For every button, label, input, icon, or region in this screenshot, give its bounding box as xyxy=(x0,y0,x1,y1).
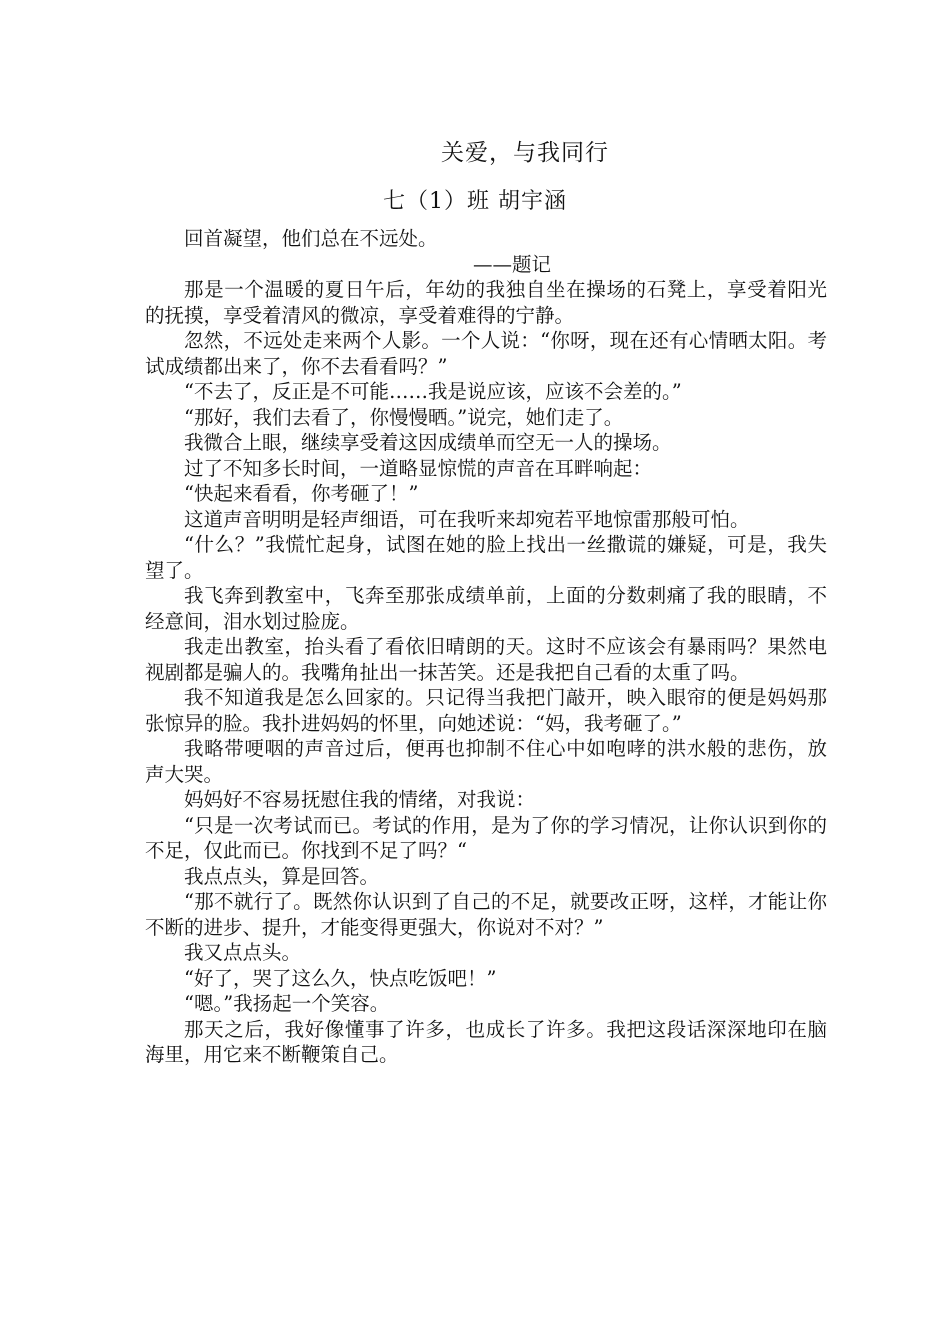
paragraph: “不去了，反正是不可能……我是说应该，应该不会差的。” xyxy=(184,380,682,403)
paragraph: “嗯。”我扬起一个笑容。 xyxy=(184,992,390,1015)
paragraph: 我不知道我是怎么回家的。只记得当我把门敲开，映入眼帘的便是妈妈那张惊异的脸。我扑进妈妈的怀里，向她述说：“妈，我考砸了。” xyxy=(145,686,827,735)
paragraph: 这道声音明明是轻声细语，可在我听来却宛若平地惊雷那般可怕。 xyxy=(184,507,750,531)
paragraph: 我走出教室，抬头看了看依旧晴朗的天。这时不应该会有暴雨吗？果然电视剧都是骗人的。我嘴角扯出一抹苦笑。还是我把自己看的太重了吗。 xyxy=(145,635,827,684)
epigraph-attribution: ——题记 xyxy=(473,252,552,276)
paragraph: “那好，我们去看了，你慢慢晒。”说完，她们走了。 xyxy=(184,405,624,429)
author-byline: 七（1）班 胡宇涵 xyxy=(383,189,567,214)
paragraph: 回首凝望，他们总在不远处。 xyxy=(184,227,438,250)
paragraph: “什么？”我慌忙起身，试图在她的脸上找出一丝撒谎的嫌疑，可是，我失望了。 xyxy=(145,533,827,582)
paragraph: 我略带哽咽的声音过后，便再也抑制不住心中如咆哮的洪水般的悲伤，放声大哭。 xyxy=(145,737,827,786)
paragraph: “那不就行了。既然你认识到了自己的不足，就要改正呀，这样，才能让你不断的进步、提升，才能变得更强大，你说对不对？” xyxy=(145,890,827,939)
paragraph: “快起来看看，你考砸了！” xyxy=(184,482,419,505)
paragraph: “只是一次考试而已。考试的作用，是为了你的学习情况，让你认识到你的不足，仅此而已。你找到不足了吗？“ xyxy=(145,813,827,862)
paragraph: 妈妈好不容易抚慰住我的情绪，对我说： xyxy=(184,788,536,811)
paragraph: 忽然，不远处走来两个人影。一个人说：“你呀，现在还有心情晒太阳。考试成绩都出来了，你不去看看吗？” xyxy=(145,329,827,378)
paragraph: 过了不知多长时间，一道略显惊慌的声音在耳畔响起： xyxy=(184,456,653,480)
paragraph: 我又点点头。 xyxy=(184,941,302,964)
paragraph: 那是一个温暖的夏日午后，年幼的我独自坐在操场的石凳上，享受着阳光的抚摸，享受着清风的微凉，享受着难得的宁静。 xyxy=(145,278,827,327)
paragraph: 那天之后，我好像懂事了许多，也成长了许多。我把这段话深深地印在脑海里，用它来不断鞭策自己。 xyxy=(145,1017,827,1066)
paragraph: 我微合上眼，继续享受着这因成绩单而空无一人的操场。 xyxy=(184,431,672,454)
paragraph: 我飞奔到教室中，飞奔至那张成绩单前，上面的分数刺痛了我的眼睛，不经意间，泪水划过脸庞。 xyxy=(145,584,827,633)
paragraph: “好了，哭了这么久，快点吃饭吧！” xyxy=(184,966,497,990)
essay-body xyxy=(145,226,827,1068)
essay-title: 关爱，与我同行 xyxy=(441,140,609,166)
paragraph: 我点点头，算是回答。 xyxy=(184,864,380,888)
